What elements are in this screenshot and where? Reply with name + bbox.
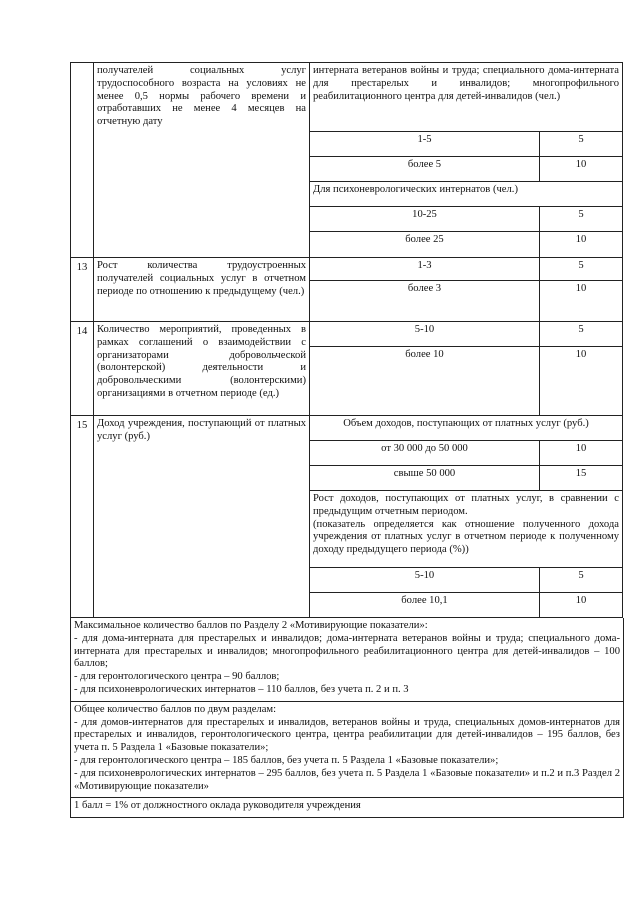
scale-range: 5-10 bbox=[310, 322, 540, 347]
table-row bbox=[71, 416, 623, 441]
scale-heading: Объем доходов, поступающих от платных услуг (руб.) bbox=[310, 416, 623, 441]
scale-range: свыше 50 000 bbox=[310, 466, 540, 491]
scale-points: 5 bbox=[540, 132, 623, 157]
scale-points: 5 bbox=[540, 568, 623, 593]
scale-points: 10 bbox=[540, 281, 623, 322]
table-row bbox=[71, 63, 623, 132]
total-line: - для психоневрологических интернатов – 295 баллов, без учета п. 5 Раздела 1 «Базовые показатели» и п.2 и п.3 Раздел 2 «Мотивирующие показатели» bbox=[74, 767, 620, 792]
total-title: Общее количество баллов по двум разделам: bbox=[74, 703, 277, 715]
scale-range: более 5 bbox=[310, 157, 540, 182]
scale-heading: Для психоневрологических интернатов (чел.) bbox=[310, 182, 623, 207]
row-number: 13 bbox=[71, 258, 94, 322]
scale-points: 10 bbox=[540, 441, 623, 466]
scale-range: от 30 000 до 50 000 bbox=[310, 441, 540, 466]
total-line: - для домов-интернатов для престарелых и инвалидов, ветеранов войны и труда, специальных домов-интернатов для престарелых и инвалидов, геронтологического центра, центра реабилитации для детей-инвалидов – 195 баллов, без учета п. 5 Раздела 1 «Базовые показатели»; bbox=[74, 716, 620, 754]
criterion-text: получателей социальных услуг трудоспособного возраста на условиях не менее 0,5 нормы рабочего времени и отработавших не менее 4 месяцев на отчетную дату bbox=[94, 63, 310, 258]
scale-range: 1-3 bbox=[310, 258, 540, 281]
criterion-text: Доход учреждения, поступающий от платных услуг (руб.) bbox=[94, 416, 310, 618]
footer-note: 1 балл = 1% от должностного оклада руководителя учреждения bbox=[70, 798, 624, 818]
scale-range: 5-10 bbox=[310, 568, 540, 593]
page bbox=[70, 62, 622, 818]
scale-range: 1-5 bbox=[310, 132, 540, 157]
row-number: 14 bbox=[71, 322, 94, 416]
scale-range: более 25 bbox=[310, 232, 540, 258]
max-section2-line: - для психоневрологических интернатов – 110 баллов, без учета п. 2 и п. 3 bbox=[74, 683, 409, 695]
scale-heading: интерната ветеранов войны и труда; специального дома-интерната для престарелых и инвалидов; многопрофильного реабилитационного центра для детей-инвалидов (чел.) bbox=[310, 63, 623, 132]
scale-points: 5 bbox=[540, 207, 623, 232]
criterion-text: Рост количества трудоустроенных получателей социальных услуг в отчетном периоде по отношению к предыдущему (чел.) bbox=[94, 258, 310, 322]
scale-points: 5 bbox=[540, 322, 623, 347]
scale-points: 5 bbox=[540, 258, 623, 281]
table-row bbox=[71, 322, 623, 347]
scale-heading-note: (показатель определяется как отношение полученного дохода учреждения от платных услуг в отчетном периоде к полученному доходу предыдущего периода (%)) bbox=[313, 518, 619, 556]
scale-range: 10-25 bbox=[310, 207, 540, 232]
scale-points: 10 bbox=[540, 157, 623, 182]
indicators-table bbox=[70, 62, 623, 618]
scale-heading-main: Рост доходов, поступающих от платных услуг, в сравнении с предыдущим отчетным периодом. bbox=[313, 493, 619, 517]
scale-heading bbox=[310, 491, 623, 568]
max-section2-title: Максимальное количество баллов по Разделу 2 «Мотивирующие показатели»: bbox=[74, 620, 428, 631]
scale-points: 10 bbox=[540, 347, 623, 416]
scale-points: 10 bbox=[540, 232, 623, 258]
table-row bbox=[71, 258, 623, 281]
max-section2-line: - для дома-интерната для престарелых и инвалидов; дома-интерната ветеранов войны и труда; специального дома-интерната для престарелых и инвалидов; многопрофильного реабилитационного центра для детей-инвалидов – 100 баллов; bbox=[74, 632, 620, 670]
row-number bbox=[71, 63, 94, 258]
max-section2-block bbox=[70, 618, 624, 702]
scale-points: 10 bbox=[540, 593, 623, 618]
scale-range: более 3 bbox=[310, 281, 540, 322]
total-line: - для геронтологического центра – 185 баллов, без учета п. 5 Раздела 1 «Базовые показатели»; bbox=[74, 754, 499, 766]
max-section2-line: - для геронтологического центра – 90 баллов; bbox=[74, 671, 280, 683]
scale-points: 15 bbox=[540, 466, 623, 491]
criterion-text: Количество мероприятий, проведенных в рамках соглашений о взаимодействии с организаторами добровольческой (волонтерской) деятельности и добровольческими (волонтерскими) организациями в отчетном периоде (ед.) bbox=[94, 322, 310, 416]
scale-range: более 10 bbox=[310, 347, 540, 416]
scale-range: более 10,1 bbox=[310, 593, 540, 618]
row-number: 15 bbox=[71, 416, 94, 618]
total-block bbox=[70, 702, 624, 799]
